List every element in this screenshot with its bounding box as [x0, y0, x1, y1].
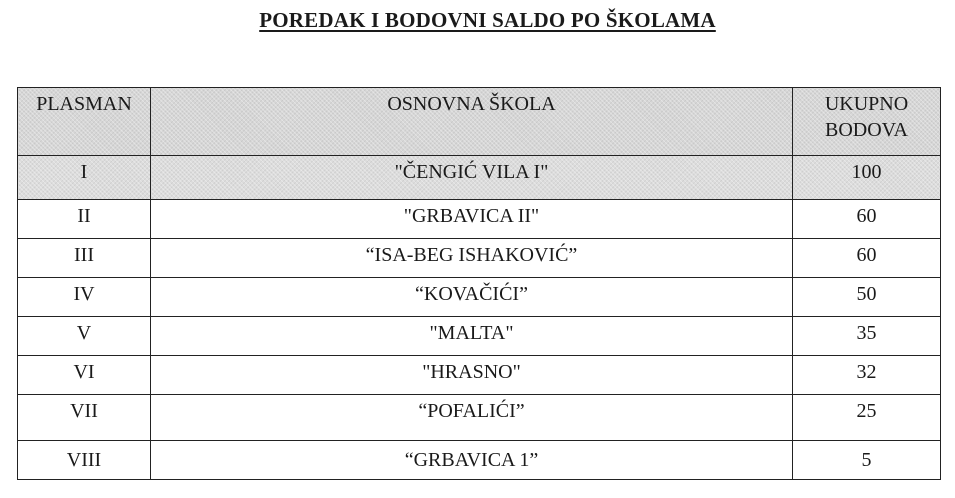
school-cell: “GRBAVICA 1”: [151, 441, 793, 480]
rank-cell: V: [18, 317, 151, 356]
table-row: [18, 395, 941, 441]
points-cell: 60: [793, 239, 941, 278]
points-cell: 32: [793, 356, 941, 395]
points-cell: 25: [793, 395, 941, 441]
page-title: POREDAK I BODOVNI SALDO PO ŠKOLAMA: [259, 8, 716, 32]
table-row: [18, 441, 941, 480]
header-points-line1: UKUPNO: [824, 93, 909, 115]
table-row: [18, 317, 941, 356]
table-row: [18, 156, 941, 200]
school-cell: “POFALIĆI”: [151, 395, 793, 441]
header-points: [793, 88, 941, 156]
points-cell: 100: [793, 156, 941, 200]
points-cell: 60: [793, 200, 941, 239]
school-cell: "MALTA": [151, 317, 793, 356]
school-cell: "ČENGIĆ VILA I": [151, 156, 793, 200]
table-row: [18, 356, 941, 395]
rank-cell: VIII: [18, 441, 151, 480]
header-school: OSNOVNA ŠKOLA: [151, 88, 793, 156]
points-cell: 50: [793, 278, 941, 317]
standings-table: [17, 87, 941, 480]
rank-cell: III: [18, 239, 151, 278]
school-cell: “ISA-BEG ISHAKOVIĆ”: [151, 239, 793, 278]
table-row: [18, 278, 941, 317]
table-header-row: [18, 88, 941, 156]
table-row: [18, 200, 941, 239]
rank-cell: II: [18, 200, 151, 239]
header-points-line2: BODOVA: [825, 119, 908, 141]
rank-cell: VI: [18, 356, 151, 395]
table-row: [18, 239, 941, 278]
rank-cell: IV: [18, 278, 151, 317]
school-cell: "GRBAVICA II": [151, 200, 793, 239]
rank-cell: VII: [18, 395, 151, 441]
rank-cell: I: [18, 156, 151, 200]
school-cell: “KOVAČIĆI”: [151, 278, 793, 317]
header-rank: PLASMAN: [18, 88, 151, 156]
points-cell: 5: [793, 441, 941, 480]
points-cell: 35: [793, 317, 941, 356]
school-cell: "HRASNO": [151, 356, 793, 395]
